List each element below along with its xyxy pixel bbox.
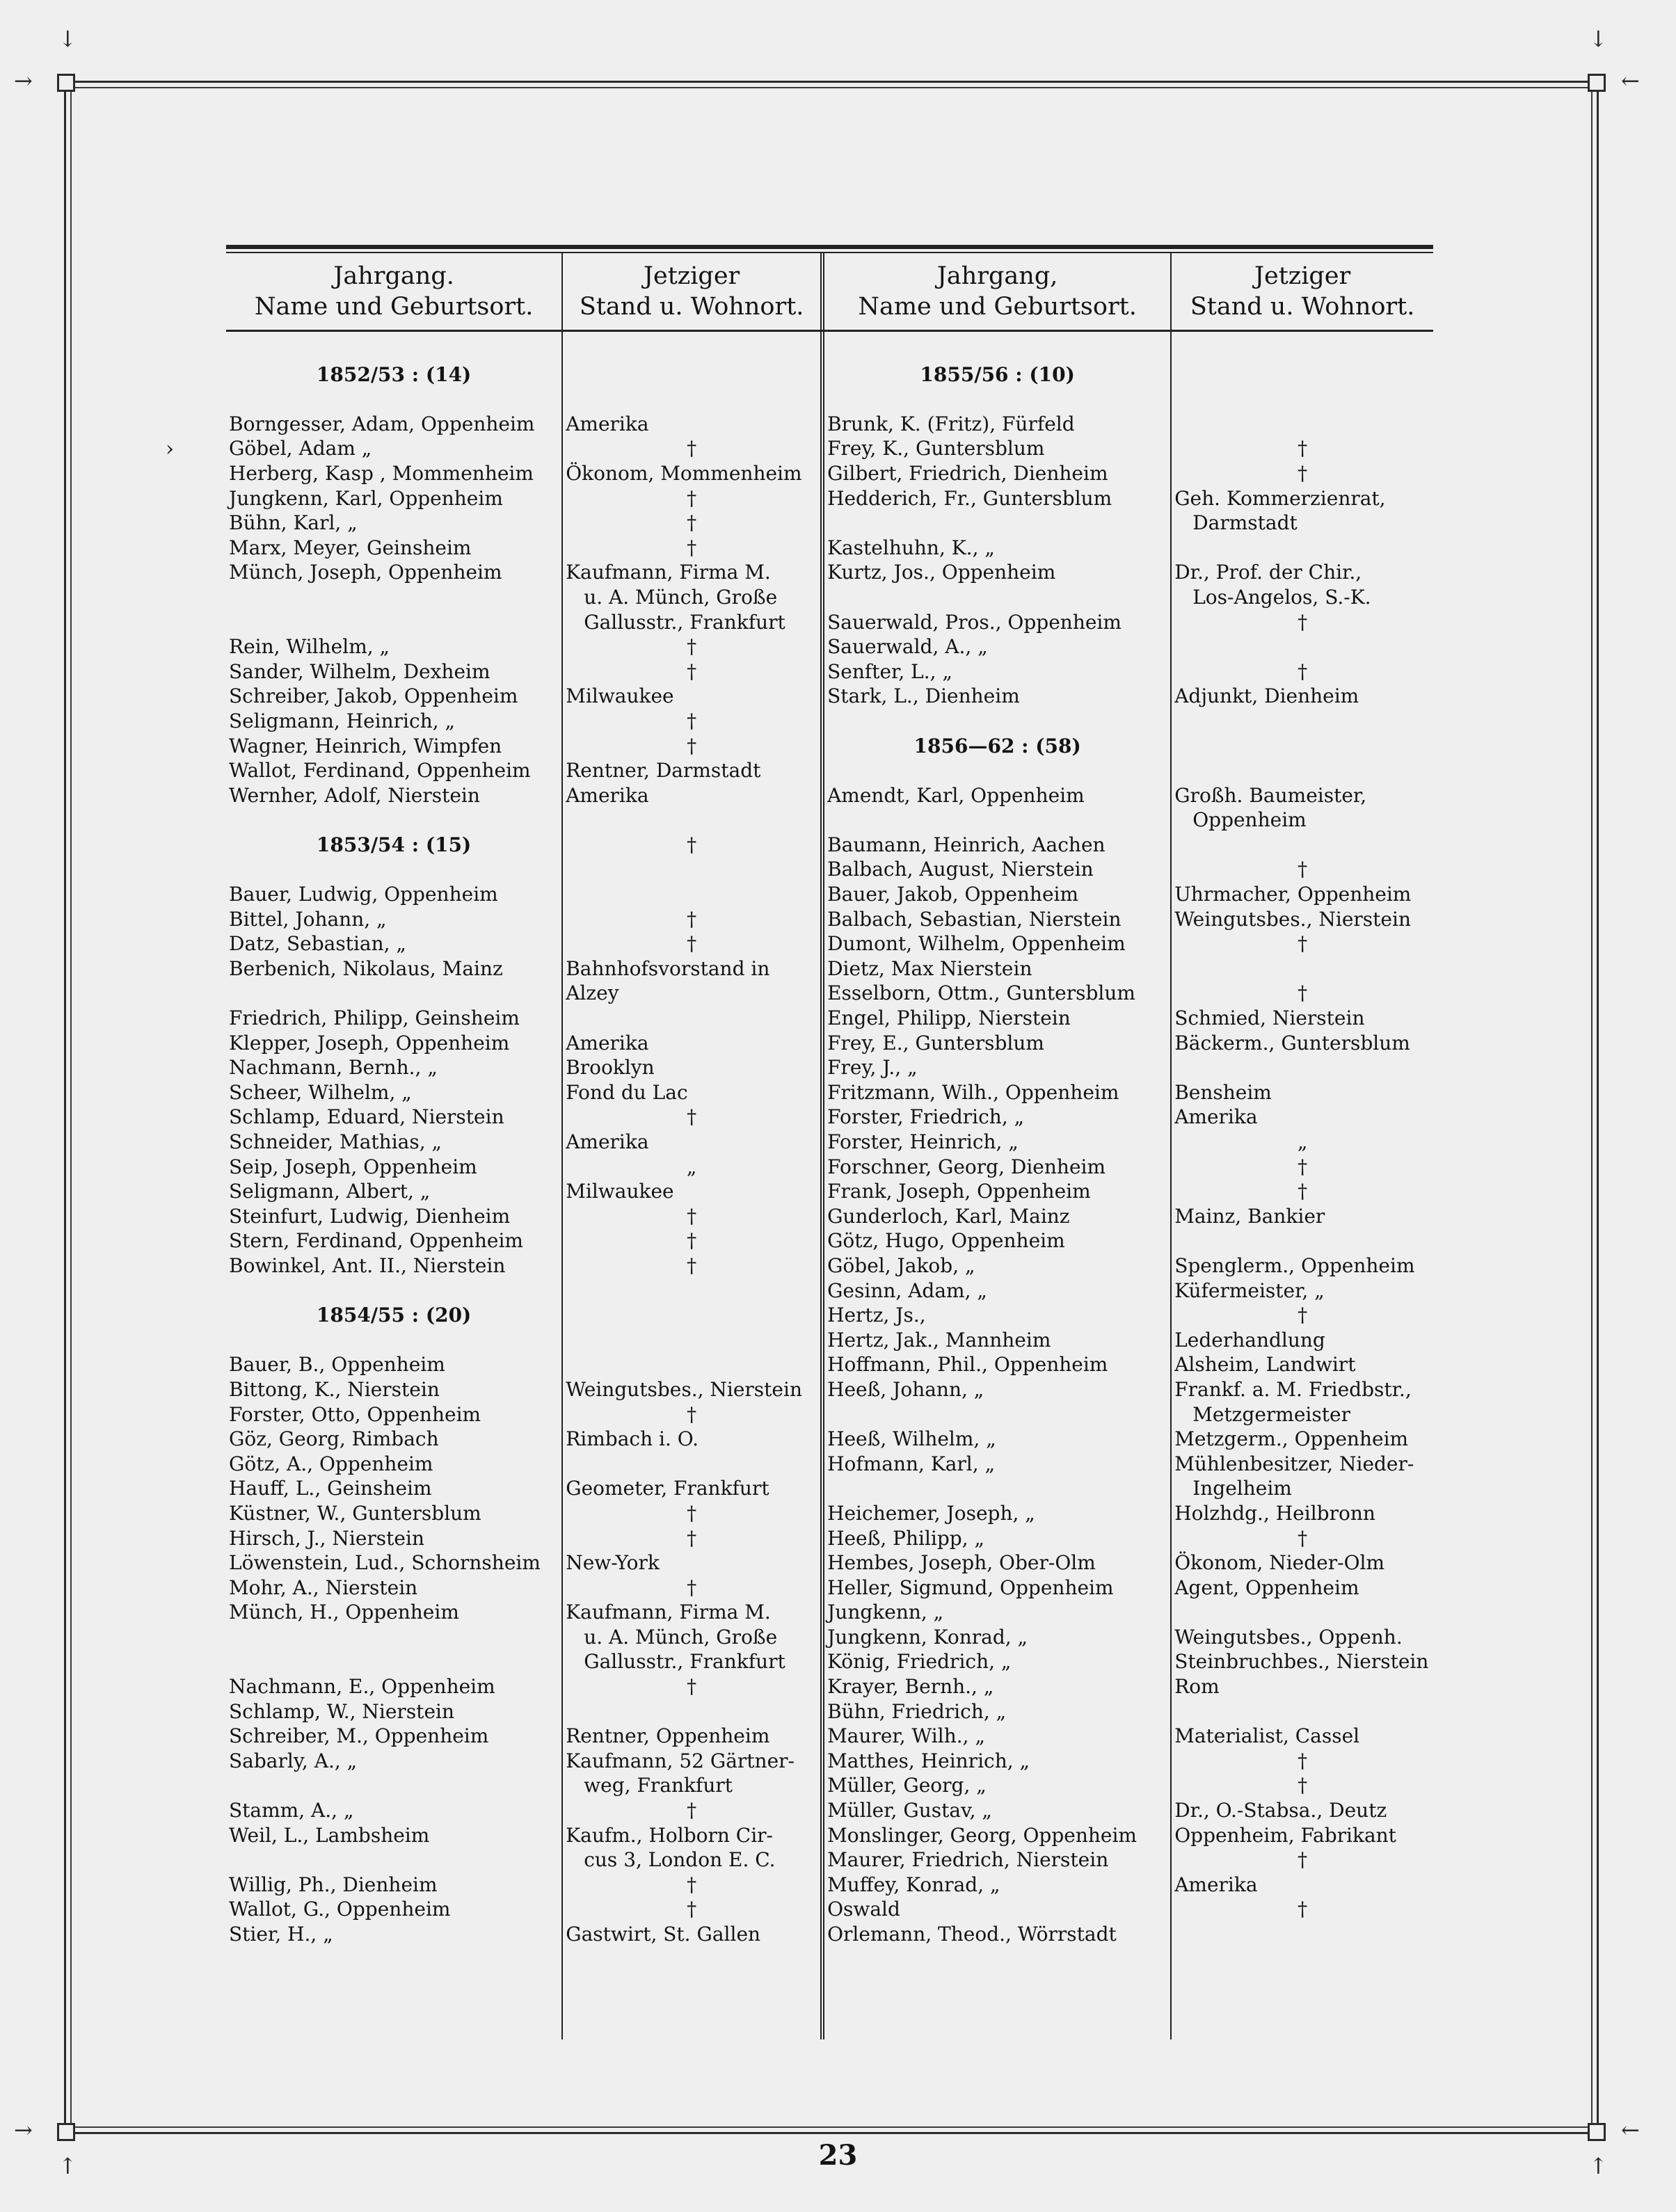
table-row: Amendt, Karl, Oppenheim xyxy=(827,783,1085,807)
deceased-mark: † xyxy=(1298,932,1308,956)
table-row: Bauer, B., Oppenheim xyxy=(229,1353,445,1377)
table-row: Lederhandlung xyxy=(1174,1328,1325,1352)
table-row: Materialist, Cassel xyxy=(1174,1724,1360,1748)
table-row: Brunk, K. (Fritz), Fürfeld xyxy=(827,412,1075,435)
arrow-ornament-bottom-left: ↑ xyxy=(58,2153,77,2179)
blank-line xyxy=(1172,412,1433,437)
column-status-residence-left xyxy=(563,332,824,2039)
blank-line xyxy=(1172,387,1433,412)
table-row: Frank, Joseph, Oppenheim xyxy=(827,1180,1091,1203)
table-row: Krayer, Bernh., „ xyxy=(827,1675,994,1699)
deceased-mark: † xyxy=(687,1501,697,1525)
blank-line xyxy=(226,981,561,1006)
table-row: Bühn, Friedrich, „ xyxy=(827,1699,1007,1723)
table-row: u. A. Münch, Große xyxy=(584,585,778,609)
table-row: Fritzmann, Wilh., Oppenheim xyxy=(827,1080,1119,1104)
deceased-mark: † xyxy=(687,1799,697,1822)
table-row: Senfter, L., „ xyxy=(827,659,952,683)
deceased-mark: † xyxy=(687,1873,697,1896)
table-row: Herberg, Kasp , Mommenheim xyxy=(229,461,534,485)
table-row: Esselborn, Ottm., Guntersblum xyxy=(827,981,1135,1005)
table-row: Frankf. a. M. Friedbstr., xyxy=(1174,1377,1412,1401)
table-row: Amerika xyxy=(566,412,649,435)
deceased-mark: † xyxy=(1298,1848,1308,1872)
table-row: Mainz, Bankier xyxy=(1174,1204,1325,1228)
table-body xyxy=(226,332,1433,2039)
table-row: Gallusstr., Frankfurt xyxy=(584,610,785,634)
column-status-residence-right xyxy=(1172,332,1433,2039)
deceased-mark: † xyxy=(1298,1180,1308,1203)
table-row: Steinbruchbes., Nierstein xyxy=(1174,1650,1429,1674)
table-row: Göz, Georg, Rimbach xyxy=(229,1427,439,1451)
corner-ornament-top-right xyxy=(1588,74,1606,92)
table-row: Matthes, Heinrich, „ xyxy=(827,1749,1030,1772)
header-col4-line1: Jetziger xyxy=(1254,262,1351,290)
table-row: Frey, K., Guntersblum xyxy=(827,437,1045,460)
table-row: Frey, E., Guntersblum xyxy=(827,1031,1044,1055)
header-col3 xyxy=(824,253,1172,330)
table-row: Heller, Sigmund, Oppenheim xyxy=(827,1576,1114,1599)
header-col1-line1: Jahrgang. xyxy=(333,262,454,290)
table-row: Dr., O.-Stabsa., Deutz xyxy=(1174,1799,1387,1822)
class-year-heading: 1856—62 : (58) xyxy=(913,734,1081,758)
table-row: Rom xyxy=(1174,1675,1220,1699)
table-row: Orlemann, Theod., Wörrstadt xyxy=(827,1923,1117,1946)
deceased-mark: † xyxy=(687,907,697,931)
class-year-heading: 1854/55 : (20) xyxy=(316,1304,472,1327)
table-row: Milwaukee xyxy=(566,684,674,708)
table-row: Amerika xyxy=(566,783,649,807)
table-row: Sabarly, A., „ xyxy=(229,1749,358,1772)
table-row: Amerika xyxy=(566,1031,649,1055)
blank-line xyxy=(563,1452,820,1477)
table-row: Berbenich, Nikolaus, Mainz xyxy=(229,956,503,980)
blank-line xyxy=(563,1303,820,1328)
table-row: Seip, Joseph, Oppenheim xyxy=(229,1155,477,1178)
alumni-table xyxy=(226,245,1433,2039)
deceased-mark: „ xyxy=(686,1155,697,1178)
table-row: Engel, Philipp, Nierstein xyxy=(827,1007,1071,1030)
arrow-ornament-left-top: → xyxy=(14,67,33,94)
table-row: Müller, Gustav, „ xyxy=(827,1799,992,1822)
deceased-mark: † xyxy=(1298,610,1308,634)
table-row: Heeß, Philipp, „ xyxy=(827,1526,985,1550)
table-row: Kaufm., Holborn Cir- xyxy=(566,1823,774,1847)
table-row: Weingutsbes., Nierstein xyxy=(566,1377,802,1401)
blank-line xyxy=(1172,1228,1433,1253)
table-row: weg, Frankfurt xyxy=(584,1774,733,1797)
table-row: Hauff, L., Geinsheim xyxy=(229,1477,432,1500)
blank-line xyxy=(226,337,561,362)
class-year-heading: 1855/56 : (10) xyxy=(920,362,1075,386)
deceased-mark: † xyxy=(687,1402,697,1426)
table-row: Dr., Prof. der Chir., xyxy=(1174,561,1362,584)
table-row: Spenglerm., Oppenheim xyxy=(1174,1253,1415,1277)
blank-line xyxy=(226,387,561,412)
header-col1-line2: Name und Geburtsort. xyxy=(254,293,534,321)
table-row: Friedrich, Philipp, Geinsheim xyxy=(229,1007,520,1030)
table-row: Stamm, A., „ xyxy=(229,1799,354,1822)
arrow-ornament-top-left: ↓ xyxy=(58,26,77,52)
deceased-mark: † xyxy=(687,833,697,856)
deceased-mark: † xyxy=(687,437,697,460)
arrow-ornament-bottom-right: ↑ xyxy=(1589,2153,1608,2179)
table-row: Maurer, Wilh., „ xyxy=(827,1724,985,1748)
table-row: Geh. Kommerzienrat, xyxy=(1174,486,1386,510)
table-row: Marx, Meyer, Geinsheim xyxy=(229,536,472,559)
deceased-mark: † xyxy=(687,1229,697,1253)
table-row: Balbach, August, Nierstein xyxy=(827,858,1094,881)
blank-line xyxy=(226,1279,561,1304)
arrow-ornament-right-bottom: ← xyxy=(1621,2117,1640,2143)
table-row: Stern, Ferdinand, Oppenheim xyxy=(229,1229,523,1253)
table-row: Hertz, Js., xyxy=(827,1304,926,1327)
table-row: Jungkenn, „ xyxy=(827,1601,944,1624)
table-row: Wernher, Adolf, Nierstein xyxy=(229,783,480,807)
table-row: Bittel, Johann, „ xyxy=(229,907,387,931)
blank-line xyxy=(1172,536,1433,561)
table-row: Wallot, G., Oppenheim xyxy=(229,1898,451,1921)
table-row: Bittong, K., Nierstein xyxy=(229,1377,440,1401)
table-row: Alzey xyxy=(566,981,619,1005)
table-row: Bensheim xyxy=(1174,1080,1272,1104)
table-row: Heichemer, Joseph, „ xyxy=(827,1501,1035,1525)
table-row: Kaufmann, Firma M. xyxy=(566,1601,771,1624)
table-row: Forster, Heinrich, „ xyxy=(827,1130,1019,1153)
table-row: Gesinn, Adam, „ xyxy=(827,1279,987,1302)
table-row: Götz, Hugo, Oppenheim xyxy=(827,1229,1065,1253)
table-row: Küfermeister, „ xyxy=(1174,1279,1325,1302)
header-col4-line2: Stand u. Wohnort. xyxy=(1190,293,1415,321)
blank-line xyxy=(1172,362,1433,387)
corner-ornament-top-left xyxy=(57,74,75,92)
table-row: Borngesser, Adam, Oppenheim xyxy=(229,412,535,435)
blank-line xyxy=(824,758,1170,783)
table-row: Geometer, Frankfurt xyxy=(566,1477,769,1500)
deceased-mark: † xyxy=(687,1898,697,1921)
deceased-mark: † xyxy=(687,932,697,956)
deceased-mark: † xyxy=(687,1253,697,1277)
table-row: Kurtz, Jos., Oppenheim xyxy=(827,561,1056,584)
deceased-mark: † xyxy=(687,734,697,758)
table-row: Nachmann, Bernh., „ xyxy=(229,1056,438,1080)
blank-line xyxy=(226,585,561,610)
table-row: Monslinger, Georg, Oppenheim xyxy=(827,1823,1137,1847)
table-row: Ökonom, Mommenheim xyxy=(566,461,802,485)
blank-line xyxy=(226,857,561,882)
table-row: Göbel, Adam „ xyxy=(229,437,372,460)
blank-line xyxy=(1172,709,1433,734)
table-row: Jungkenn, Konrad, „ xyxy=(827,1625,1028,1649)
table-row: Hertz, Jak., Mannheim xyxy=(827,1328,1051,1352)
table-row: Bäckerm., Guntersblum xyxy=(1174,1031,1410,1055)
deceased-mark: † xyxy=(687,511,697,535)
blank-line xyxy=(563,857,820,882)
table-row: Sauerwald, A., „ xyxy=(827,635,988,659)
deceased-mark: † xyxy=(687,1576,697,1599)
blank-line xyxy=(824,387,1170,412)
table-row: Alsheim, Landwirt xyxy=(1174,1353,1356,1377)
blank-line xyxy=(563,362,820,387)
table-row: Uhrmacher, Oppenheim xyxy=(1174,883,1412,906)
table-row: Münch, H., Oppenheim xyxy=(229,1601,459,1624)
table-row: cus 3, London E. C. xyxy=(584,1848,776,1872)
table-row: Rimbach i. O. xyxy=(566,1427,699,1451)
table-row: Bowinkel, Ant. II., Nierstein xyxy=(229,1253,506,1277)
table-row: Hoffmann, Phil., Oppenheim xyxy=(827,1353,1108,1377)
table-row: Agent, Oppenheim xyxy=(1174,1576,1359,1599)
table-row: Dumont, Wilhelm, Oppenheim xyxy=(827,932,1126,956)
table-row: Sauerwald, Pros., Oppenheim xyxy=(827,610,1122,634)
table-row: u. A. Münch, Große xyxy=(584,1625,778,1649)
blank-line xyxy=(226,1848,561,1873)
header-col2-line2: Stand u. Wohnort. xyxy=(579,293,804,321)
table-row: Seligmann, Heinrich, „ xyxy=(229,709,456,732)
blank-line xyxy=(563,1006,820,1031)
table-row: Ökonom, Nieder-Olm xyxy=(1174,1551,1385,1575)
deceased-mark: † xyxy=(687,1526,697,1550)
table-row: Weingutsbes., Oppenh. xyxy=(1174,1625,1403,1649)
table-row: Kaufmann, 52 Gärtner- xyxy=(566,1749,795,1772)
table-row: Schreiber, Jakob, Oppenheim xyxy=(229,684,518,708)
table-row: Forster, Friedrich, „ xyxy=(827,1105,1025,1129)
table-row: Holzhdg., Heilbronn xyxy=(1174,1501,1375,1525)
blank-line xyxy=(563,387,820,412)
table-row: Metzgerm., Oppenheim xyxy=(1174,1427,1409,1451)
header-col2-line1: Jetziger xyxy=(643,262,740,290)
table-row: Schneider, Mathias, „ xyxy=(229,1130,442,1153)
table-row: Münch, Joseph, Oppenheim xyxy=(229,561,502,584)
blank-line xyxy=(226,1649,561,1674)
blank-line xyxy=(563,1699,820,1724)
blank-line xyxy=(563,1352,820,1377)
margin-mark: › xyxy=(166,437,174,461)
table-row: Stier, H., „ xyxy=(229,1923,333,1946)
table-row: Schreiber, M., Oppenheim xyxy=(229,1724,489,1748)
blank-line xyxy=(226,1773,561,1798)
table-row: Heeß, Wilhelm, „ xyxy=(827,1427,996,1451)
table-row: Großh. Baumeister, xyxy=(1174,783,1367,807)
table-row: Sander, Wilhelm, Dexheim xyxy=(229,659,490,683)
header-col3-line2: Name und Geburtsort. xyxy=(858,293,1137,321)
table-row: Rentner, Oppenheim xyxy=(566,1724,770,1748)
table-row: Hembes, Joseph, Ober-Olm xyxy=(827,1551,1096,1575)
deceased-mark: † xyxy=(687,659,697,683)
table-header xyxy=(226,253,1433,330)
column-name-birthplace-right xyxy=(824,332,1172,2039)
blank-line xyxy=(1172,833,1433,858)
table-row: Heeß, Johann, „ xyxy=(827,1377,984,1401)
table-row: Oppenheim xyxy=(1192,808,1307,832)
deceased-mark: „ xyxy=(1297,1130,1308,1153)
table-row: Nachmann, E., Oppenheim xyxy=(229,1675,495,1699)
blank-line xyxy=(1172,956,1433,981)
deceased-mark: † xyxy=(687,486,697,510)
arrow-ornament-left-bottom: → xyxy=(14,2117,33,2143)
table-row: Bühn, Karl, „ xyxy=(229,511,358,535)
blank-line xyxy=(563,337,820,362)
table-row: Amerika xyxy=(1174,1873,1258,1896)
blank-line xyxy=(563,1328,820,1353)
table-row: Weingutsbes., Nierstein xyxy=(1174,907,1411,931)
blank-line xyxy=(824,337,1170,362)
blank-line xyxy=(824,585,1170,610)
table-row: König, Friedrich, „ xyxy=(827,1650,1012,1674)
table-row: Scheer, Wilhelm, „ xyxy=(229,1080,412,1104)
blank-line xyxy=(1172,1600,1433,1625)
table-row: Wagner, Heinrich, Wimpfen xyxy=(229,734,502,758)
table-row: Amerika xyxy=(566,1130,649,1153)
table-row: Fond du Lac xyxy=(566,1080,688,1104)
deceased-mark: † xyxy=(687,709,697,732)
table-row: Forster, Otto, Oppenheim xyxy=(229,1402,481,1426)
table-row: Schmied, Nierstein xyxy=(1174,1007,1365,1030)
deceased-mark: † xyxy=(687,635,697,659)
deceased-mark: † xyxy=(687,1204,697,1228)
table-row: Rentner, Darmstadt xyxy=(566,759,761,783)
deceased-mark: † xyxy=(1298,1749,1308,1772)
page-number: 23 xyxy=(818,2139,858,2172)
table-row: Amerika xyxy=(1174,1105,1258,1129)
table-row: Bauer, Ludwig, Oppenheim xyxy=(229,883,498,906)
deceased-mark: † xyxy=(1298,1898,1308,1921)
table-row: Willig, Ph., Dienheim xyxy=(229,1873,438,1896)
table-row: New-York xyxy=(566,1551,660,1575)
table-top-rule xyxy=(226,245,1433,253)
table-row: Muffey, Konrad, „ xyxy=(827,1873,1000,1896)
table-row: Klepper, Joseph, Oppenheim xyxy=(229,1031,510,1055)
table-row: Oppenheim, Fabrikant xyxy=(1174,1823,1396,1847)
table-row: Bauer, Jakob, Oppenheim xyxy=(827,883,1079,906)
deceased-mark: † xyxy=(1298,1304,1308,1327)
table-row: Baumann, Heinrich, Aachen xyxy=(827,833,1106,856)
table-row: Ingelheim xyxy=(1192,1477,1292,1500)
header-col1 xyxy=(226,253,563,330)
deceased-mark: † xyxy=(687,1105,697,1129)
blank-line xyxy=(1172,337,1433,362)
blank-line xyxy=(563,882,820,907)
table-row: Wallot, Ferdinand, Oppenheim xyxy=(229,759,531,783)
table-row: Müller, Georg, „ xyxy=(827,1774,987,1797)
deceased-mark: † xyxy=(1298,981,1308,1005)
table-row: Rein, Wilhelm, „ xyxy=(229,635,390,659)
table-row: Mohr, A., Nierstein xyxy=(229,1576,418,1599)
blank-line xyxy=(824,511,1170,536)
table-row: Jungkenn, Karl, Oppenheim xyxy=(229,486,503,510)
table-row: Löwenstein, Lud., Schornsheim xyxy=(229,1551,541,1575)
table-row: Maurer, Friedrich, Nierstein xyxy=(827,1848,1109,1872)
deceased-mark: † xyxy=(1298,1526,1308,1550)
table-row: Mühlenbesitzer, Nieder- xyxy=(1174,1452,1414,1475)
table-row: Gilbert, Friedrich, Dienheim xyxy=(827,461,1108,485)
blank-line xyxy=(1172,1922,1433,1947)
table-row: Gallusstr., Frankfurt xyxy=(584,1650,785,1674)
table-row: Stark, L., Dienheim xyxy=(827,684,1020,708)
table-row: Seligmann, Albert, „ xyxy=(229,1180,431,1203)
blank-line xyxy=(1172,634,1433,659)
table-row: Adjunkt, Dienheim xyxy=(1174,684,1359,708)
header-col2 xyxy=(563,253,824,330)
header-col3-line1: Jahrgang, xyxy=(936,262,1058,290)
table-row: Dietz, Max Nierstein xyxy=(827,956,1032,980)
header-col4 xyxy=(1172,253,1433,330)
arrow-ornament-top-right: ↓ xyxy=(1589,26,1608,52)
deceased-mark: † xyxy=(1298,1155,1308,1178)
table-row: Hedderich, Fr., Guntersblum xyxy=(827,486,1112,510)
blank-line xyxy=(226,610,561,635)
table-row: Forschner, Georg, Dienheim xyxy=(827,1155,1106,1178)
table-row: Göbel, Jakob, „ xyxy=(827,1253,975,1277)
table-row: Gastwirt, St. Gallen xyxy=(566,1923,761,1946)
table-row: Oswald xyxy=(827,1898,900,1921)
table-row: Weil, L., Lambsheim xyxy=(229,1823,430,1847)
table-row: Gunderloch, Karl, Mainz xyxy=(827,1204,1070,1228)
class-year-heading: 1853/54 : (15) xyxy=(316,833,472,856)
blank-line xyxy=(563,808,820,833)
table-row: Milwaukee xyxy=(566,1180,674,1203)
class-year-heading: 1852/53 : (14) xyxy=(316,362,472,386)
deceased-mark: † xyxy=(1298,437,1308,460)
table-row: Metzgermeister xyxy=(1192,1402,1350,1426)
blank-line xyxy=(1172,734,1433,759)
table-row: Hofmann, Karl, „ xyxy=(827,1452,996,1475)
deceased-mark: † xyxy=(1298,461,1308,485)
blank-line xyxy=(1172,1699,1433,1724)
table-row: Schlamp, Eduard, Nierstein xyxy=(229,1105,504,1129)
blank-line xyxy=(226,1625,561,1650)
table-row: Darmstadt xyxy=(1192,511,1298,535)
table-row: Kastelhuhn, K., „ xyxy=(827,536,995,559)
table-row: Küstner, W., Guntersblum xyxy=(229,1501,481,1525)
table-row: Hirsch, J., Nierstein xyxy=(229,1526,424,1550)
table-row: Götz, A., Oppenheim xyxy=(229,1452,433,1475)
deceased-mark: † xyxy=(1298,659,1308,683)
table-row: Steinfurt, Ludwig, Dienheim xyxy=(229,1204,511,1228)
blank-line xyxy=(1172,1055,1433,1080)
deceased-mark: † xyxy=(687,1675,697,1699)
arrow-ornament-right-top: ← xyxy=(1621,67,1640,94)
column-name-birthplace-left xyxy=(226,332,563,2039)
table-row: Brooklyn xyxy=(566,1056,655,1080)
table-row: Balbach, Sebastian, Nierstein xyxy=(827,907,1122,931)
blank-line xyxy=(824,709,1170,734)
table-row: Datz, Sebastian, „ xyxy=(229,932,406,956)
deceased-mark: † xyxy=(1298,1774,1308,1797)
blank-line xyxy=(1172,758,1433,783)
deceased-mark: † xyxy=(687,536,697,559)
table-row: Los-Angelos, S.-K. xyxy=(1192,585,1371,609)
table-row: Schlamp, W., Nierstein xyxy=(229,1699,454,1723)
table-row: Kaufmann, Firma M. xyxy=(566,561,771,584)
blank-line xyxy=(824,1402,1170,1427)
blank-line xyxy=(824,1476,1170,1501)
table-row: Frey, J., „ xyxy=(827,1056,918,1080)
blank-line xyxy=(226,808,561,833)
table-row: Bahnhofsvorstand in xyxy=(566,956,770,980)
blank-line xyxy=(226,1328,561,1353)
deceased-mark: † xyxy=(1298,858,1308,881)
blank-line xyxy=(824,808,1170,833)
blank-line xyxy=(563,1279,820,1304)
